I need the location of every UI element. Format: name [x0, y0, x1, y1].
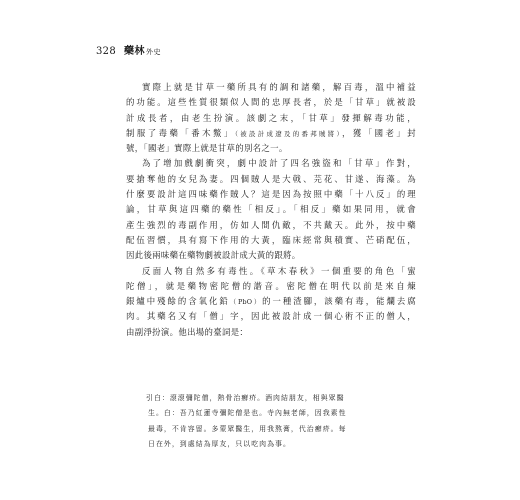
line-text: ，獲「國老」封	[342, 127, 416, 138]
line-text: 制服了毒藥「番木鱉」	[126, 127, 235, 138]
quote-line: 引白：滾滾彌陀僧，熱骨治癬疥。酒肉結朋友，相與眾醫	[146, 394, 345, 402]
book-title-main: 藥林	[124, 46, 145, 57]
paragraph-line: 陀僧」，就是藥物密陀僧的諧音。密陀僧在明代以前是來自煉	[126, 280, 416, 291]
quote-line: 生。白：吾乃紅蓮寺彌陀僧是也。寺內無老師，因我素性	[148, 409, 347, 418]
book-title-sub: 外史	[146, 48, 161, 56]
body-text	[126, 80, 416, 340]
paragraph-line: 號，「國老」實際上就是甘草的別名之一。	[126, 143, 288, 154]
paragraph-line	[126, 126, 416, 141]
paragraph-line: 什麼要設計這四味藥作賊人？這是因為按照中藥「十八反」的理	[126, 189, 416, 200]
paragraph-line: 要搶奪他的女兒為妻。四個賊人是大戟、芫花、甘遂、海藻。為	[126, 173, 416, 184]
line-text: 的一種渣腳，該藥有毒，能爛去腐	[262, 296, 417, 307]
quote-line: 日在外，到處結為厚友，只以吃肉為事。	[148, 440, 291, 449]
paragraph-line: 因此後兩味藥在藥物劇被設計成大黃的跟將。	[126, 250, 301, 261]
paragraph-line	[126, 294, 416, 309]
paragraph-line: 實際上就是甘草一藥所具有的調和諸藥，解百毒，溫中補益	[142, 82, 416, 92]
paragraph-line: 計成長者，由老生扮演。該劇之末，「甘草」發揮解毒功能，	[126, 112, 416, 123]
paragraph-line: 的功能。這些性質很類似人間的忠厚長者，於是「甘草」就被設	[126, 97, 416, 108]
paragraph-line: 反面人物自然多有毒性。《草木春秋》一個重要的角色「蜜	[142, 265, 416, 276]
page-number: 328	[96, 46, 116, 57]
paragraph-line: 論，甘草與這四藥的藥性「相反」。「相反」藥如果同用，就會	[126, 204, 416, 215]
quote-line: 最毒，不肯容留。多蒙眾醫生，用我熬膏，代治癬疥。每	[148, 424, 347, 433]
chemical-formula: （PbO）	[229, 298, 263, 307]
paragraph-line: 肉。其藥名又有「僧」字，因此被設計成一個心術不正的僧人，	[126, 311, 416, 322]
book-title	[124, 42, 161, 57]
paragraph-line: 為了增加戲劇衝突，劇中設計了四名強盜和「甘草」作對，	[142, 158, 416, 169]
block-quote	[146, 391, 416, 453]
paragraph-line: 產生強烈的毒副作用，仿如人間仇敵，不共戴天。此外，按中藥	[126, 219, 416, 230]
running-header	[96, 42, 161, 57]
annotation-text: （被設計成遼及的番邦賊將）	[234, 129, 343, 138]
line-text: 銀爐中殘餘的含氧化鉛	[126, 296, 230, 307]
paragraph-line: 配伍習慣，具有寫下作用的大黃，臨床經常與積實、芒硝配伍，	[126, 234, 416, 245]
paragraph-line: 由副淨扮演。他出場的臺詞是：	[126, 326, 249, 337]
